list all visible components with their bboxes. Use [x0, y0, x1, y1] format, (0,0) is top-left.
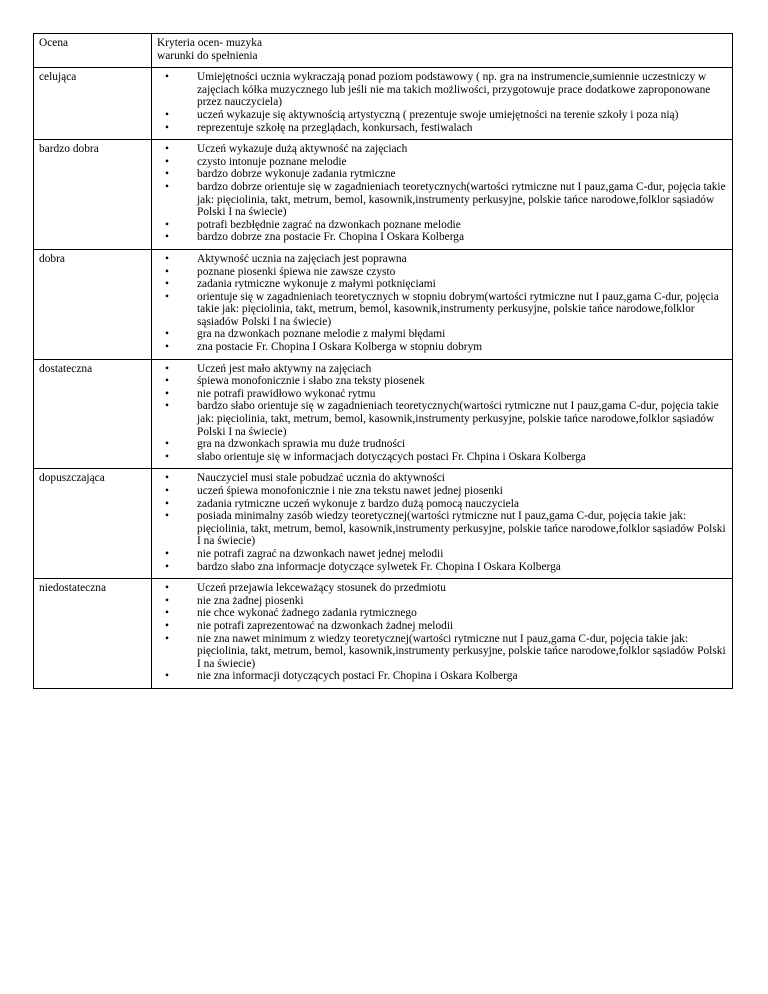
criteria-title: Kryteria ocen- muzyka — [157, 37, 262, 49]
list-item: • nie potrafi prawidłowo wykonać rytmu — [157, 388, 727, 401]
table-body — [34, 68, 733, 689]
criteria-list — [157, 363, 727, 464]
criteria-cell — [152, 68, 733, 140]
list-item: • bardzo słabo zna informacje dotyczące sylwetek Fr. Chopina I Oskara Kolberga — [157, 561, 727, 574]
list-item: • bardzo słabo orientuje się w zagadnieniach teoretycznych(wartości rytmiczne nut I pauz,gama C-dur, pojęcia takie jak: pięciolinia, takt, metrum, bemol, kasownik,instrumenty perkusyjne, polskie tańce narodowe,folklor sąsiadów Polski I na świecie) — [157, 400, 727, 438]
list-item: • słabo orientuje się w informacjach dotyczących postaci Fr. Chpina i Oskara Kolberga — [157, 451, 727, 464]
list-item: • poznane piosenki śpiewa nie zawsze czysto — [157, 266, 727, 279]
list-item: • nie potrafi zaprezentować na dzwonkach żadnej melodii — [157, 620, 727, 633]
list-item: • nie chce wykonać żadnego zadania rytmicznego — [157, 607, 727, 620]
list-item: • Nauczyciel musi stale pobudzać ucznia do aktywności — [157, 472, 727, 485]
criteria-cell — [152, 359, 733, 469]
criteria-list — [157, 71, 727, 134]
list-item: • nie zna żadnej piosenki — [157, 595, 727, 608]
list-item: • bardzo dobrze orientuje się w zagadnieniach teoretycznych(wartości rytmiczne nut I pauz,gama C-dur, pojęcia takie jak: pięciolinia, takt, metrum, bemol, kasownik,instrumenty perkusyjne, polskie tańce narodowe,folklor sąsiadów Polski I na świecie) — [157, 181, 727, 219]
grade-cell: dobra — [34, 249, 152, 359]
document-page — [33, 33, 732, 689]
list-item: • gra na dzwonkach sprawia mu duże trudności — [157, 438, 727, 451]
list-item: • uczeń śpiewa monofonicznie i nie zna tekstu nawet jednej piosenki — [157, 485, 727, 498]
list-item: • bardzo dobrze zna postacie Fr. Chopina I Oskara Kolberga — [157, 231, 727, 244]
criteria-cell — [152, 579, 733, 689]
criteria-list — [157, 143, 727, 244]
table-row — [34, 249, 733, 359]
grade-cell: dostateczna — [34, 359, 152, 469]
table-row — [34, 579, 733, 689]
criteria-cell — [152, 140, 733, 250]
criteria-cell — [152, 249, 733, 359]
list-item: • gra na dzwonkach poznane melodie z małymi błędami — [157, 328, 727, 341]
list-item: • Uczeń wykazuje dużą aktywność na zajęciach — [157, 143, 727, 156]
criteria-list — [157, 253, 727, 354]
list-item: • czysto intonuje poznane melodie — [157, 156, 727, 169]
criteria-list — [157, 472, 727, 573]
table-row — [34, 469, 733, 579]
list-item: • potrafi bezbłędnie zagrać na dzwonkach poznane melodie — [157, 219, 727, 232]
table-header-row — [34, 34, 733, 68]
list-item: • reprezentuje szkołę na przeglądach, konkursach, festiwalach — [157, 122, 727, 135]
grade-cell: bardzo dobra — [34, 140, 152, 250]
list-item: • nie zna nawet minimum z wiedzy teoretycznej(wartości rytmiczne nut I pauz,gama C-dur, pojęcia takie jak: pięciolinia, takt, metrum, bemol, kasownik,instrumenty perkusyjne, polskie tańce narodowe,folklor sąsiadów Polski I na świecie) — [157, 633, 727, 671]
table-row — [34, 140, 733, 250]
list-item: • Uczeń przejawia lekceważący stosunek do przedmiotu — [157, 582, 727, 595]
grade-cell: celująca — [34, 68, 152, 140]
grade-cell: niedostateczna — [34, 579, 152, 689]
criteria-cell — [152, 469, 733, 579]
criteria-subtitle: warunki do spełnienia — [157, 49, 258, 62]
list-item: • Uczeń jest mało aktywny na zajęciach — [157, 363, 727, 376]
list-item: • nie zna informacji dotyczących postaci Fr. Chopina i Oskara Kolberga — [157, 670, 727, 683]
list-item: • bardzo dobrze wykonuje zadania rytmiczne — [157, 168, 727, 181]
list-item: • nie potrafi zagrać na dzwonkach nawet jednej melodii — [157, 548, 727, 561]
list-item: • zna postacie Fr. Chopina I Oskara Kolberga w stopniu dobrym — [157, 341, 727, 354]
criteria-column-header — [152, 34, 733, 68]
criteria-list — [157, 582, 727, 683]
list-item: • zadania rytmiczne uczeń wykonuje z bardzo dużą pomocą nauczyciela — [157, 498, 727, 511]
table-row — [34, 359, 733, 469]
list-item: • uczeń wykazuje się aktywnością artystyczną ( prezentuje swoje umiejętności na terenie szkoły i poza nią) — [157, 109, 727, 122]
list-item: • orientuje się w zagadnieniach teoretycznych w stopniu dobrym(wartości rytmiczne nut I pauz,gama C-dur, pojęcia takie jak: pięciolinia, takt, metrum, bemol, kasownik,instrumenty perkusyjne, polskie tańce narodowe,folklor sąsiadów Polski I na świecie) — [157, 291, 727, 329]
table-row — [34, 68, 733, 140]
list-item: • zadania rytmiczne wykonuje z małymi potknięciami — [157, 278, 727, 291]
grade-cell: dopuszczająca — [34, 469, 152, 579]
list-item: • Umiejętności ucznia wykraczają ponad poziom podstawowy ( np. gra na instrumencie,sumiennie uczestniczy w zajęciach kółka muzycznego lub jeśli nie ma takich możliwości, przygotowuje prace dodatkowe zaproponowane przez nauczyciela) — [157, 71, 727, 109]
list-item: • Aktywność ucznia na zajęciach jest poprawna — [157, 253, 727, 266]
list-item: • posiada minimalny zasób wiedzy teoretycznej(wartości rytmiczne nut I pauz,gama C-dur, pojęcia takie jak: pięciolinia, takt, metrum, bemol, kasownik,instrumenty perkusyjne, polskie tańce narodowe,folklor sąsiadów Polski I na świecie) — [157, 510, 727, 548]
grading-criteria-table — [33, 33, 733, 689]
grade-column-header: Ocena — [34, 34, 152, 68]
list-item: • śpiewa monofonicznie i słabo zna teksty piosenek — [157, 375, 727, 388]
